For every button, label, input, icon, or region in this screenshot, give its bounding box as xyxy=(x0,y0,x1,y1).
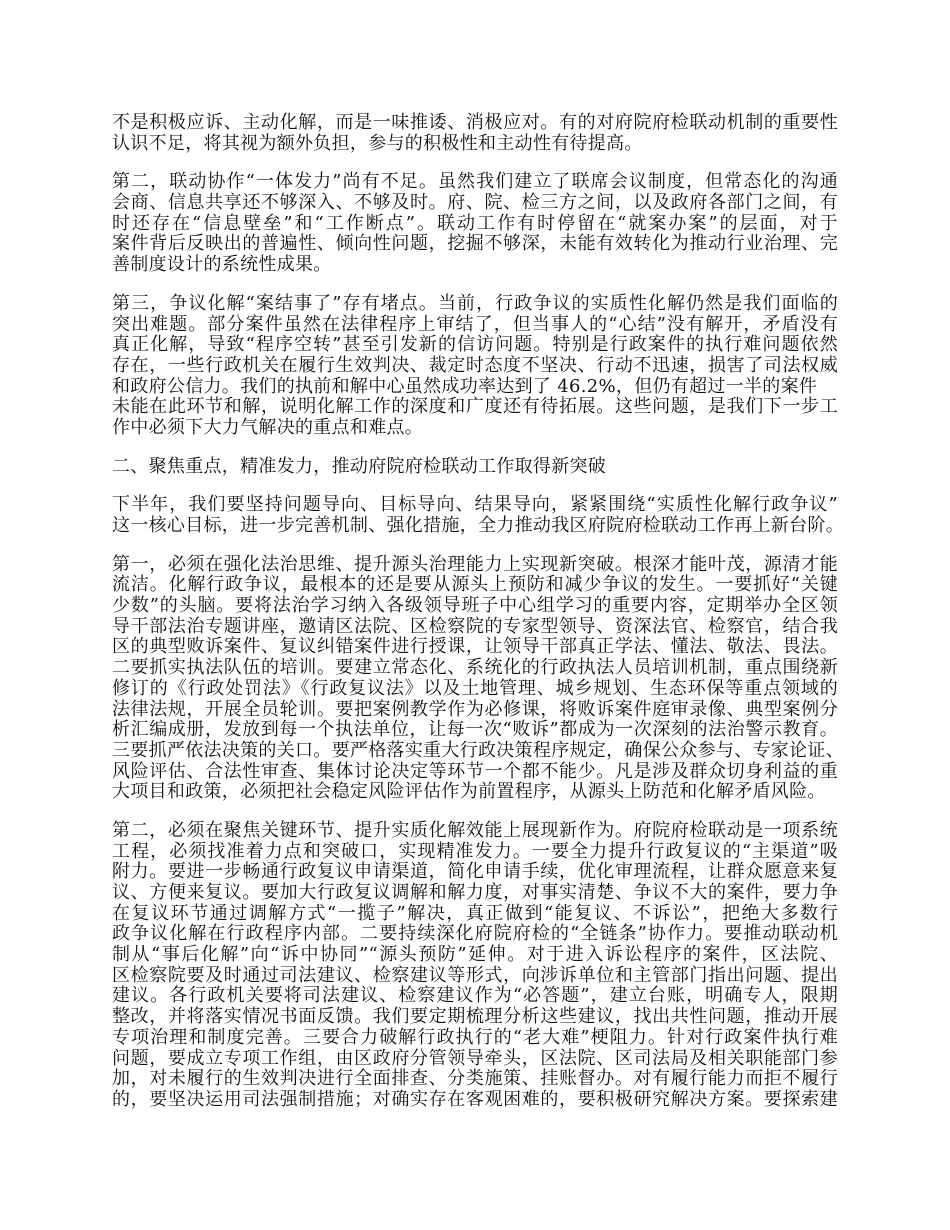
text-line: 会商、信息共享还不够深入、不够及时。府、院、检三方之间，以及政府各部门之间，有 xyxy=(112,192,838,214)
text-line: 少数”的头脑。要将法治学习纳入各级领导班子中心组学习的重要内容，定期举办全区领 xyxy=(112,595,838,617)
text-line: 下半年，我们要坚持问题导向、目标导向、结果导向，紧紧围绕“实质性化解行政争议” xyxy=(112,494,838,516)
section-heading xyxy=(112,457,838,478)
text-line: 第二，联动协作“一体发力”尚有不足。虽然我们建立了联席会议制度，但常态化的沟通 xyxy=(112,171,838,193)
text-line: 整改，并将落实情况书面反馈。我们要定期梳理分析这些建议，找出共性问题，推动开展 xyxy=(112,1006,838,1028)
text-line: 善制度设计的系统性成果。 xyxy=(112,254,332,276)
text-line: 问题，要成立专项工作组，由区政府分管领导牵头，区法院、区司法局及相关职能部门参 xyxy=(112,1047,838,1069)
text-line: 真正化解，导致“程序空转”甚至引发新的信访问题。特别是行政案件的执行难问题依然 xyxy=(112,334,838,356)
text-line: 析汇编成册，发放到每一个执法单位，让每一次“败诉”都成为一次深刻的法治警示教育。 xyxy=(112,719,838,741)
text-line: 政争议化解在行政程序内部。二要持续深化府院府检的“全链条”协作力。要推动联动机 xyxy=(112,923,838,945)
paragraph-3 xyxy=(112,294,838,439)
text-line: 专项治理和制度完善。三要合力破解行政执行的“老大难”梗阻力。针对行政案件执行难 xyxy=(112,1026,838,1048)
text-line: 未能在此环节和解，说明化解工作的深度和广度还有待拓展。这些问题，是我们下一步工 xyxy=(112,396,838,418)
text-line: 制从“事后化解”向“诉中协同”“源头预防”延伸。对于进入诉讼程序的案件，区法院、 xyxy=(112,944,838,966)
text-line: 不是积极应诉、主动化解，而是一味推诿、消极应对。有的对府院府检联动机制的重要性 xyxy=(112,112,838,133)
text-line: 这一核心目标，进一步完善机制、强化措施，全力推动我区府院府检联动工作再上新台阶。 xyxy=(112,515,844,536)
text-line: 议、方便来复议。要加大行政复议调解和解力度，对事实清楚、争议不大的案件，要力争 xyxy=(112,882,838,903)
text-line: 存在，一些行政机关在履行生效判决、裁定时态度不坚决、行动不迅速，损害了司法权威 xyxy=(112,354,838,376)
text-line: 工程，必须找准着力点和突破口，实现精准发力。一要全力提升行政复议的“主渠道”吸 xyxy=(112,840,838,862)
text-line: 案件背后反映出的普遍性、倾向性问题，挖掘不够深，未能有效转化为推动行业治理、完 xyxy=(112,233,838,255)
text-line: 法律法规，开展全员轮训。要把案例教学作为必修课，将败诉案件庭审录像、典型案例分 xyxy=(112,698,838,720)
text-line: 第一，必须在强化法治思维、提升源头治理能力上实现新突破。根深才能叶茂，源清才能 xyxy=(112,553,838,575)
text-line: 第二，必须在聚焦关键环节、提升实质化解效能上展现新作为。府院府检联动是一项系统 xyxy=(112,819,838,841)
text-line: 作中必须下大力气解决的重点和难点。 xyxy=(112,416,424,438)
paragraph-2 xyxy=(112,172,838,275)
text-line: 二要抓实执法队伍的培训。要建立常态化、系统化的行政执法人员培训机制，重点围绕新 xyxy=(112,657,838,679)
text-line: 风险评估、合法性审查、集体讨论决定等环节一个都不能少。凡是涉及群众切身利益的重 xyxy=(112,760,838,782)
text-line: 时还存在“信息壁垒”和“工作断点”。联动工作有时停留在“就案办案”的层面，对于 xyxy=(112,212,838,234)
text-line: 区检察院要及时通过司法建议、检察建议等形式，向涉诉单位和主管部门指出问题、提出 xyxy=(112,964,838,986)
text-line: 第三，争议化解“案结事了”存有堵点。当前，行政争议的实质性化解仍然是我们面临的 xyxy=(112,292,838,314)
text-line: 附力。要进一步畅通行政复议申请渠道，简化申请手续，优化审理流程，让群众愿意来复 xyxy=(112,861,838,883)
paragraph-1 xyxy=(112,113,838,154)
text-line: 导干部法治专题讲座，邀请区法院、区检察院的专家型领导、资深法官、检察官，结合我 xyxy=(112,615,838,637)
text-line: 认识不足，将其视为额外负担，参与的积极性和主动性有待提高。 xyxy=(112,132,643,154)
text-line: 流洁。化解行政争议，最根本的还是要从源头上预防和减少争议的发生。一要抓好“关键 xyxy=(112,574,838,596)
paragraph-6 xyxy=(112,821,838,1111)
paragraph-4 xyxy=(112,494,844,536)
paragraph-5 xyxy=(112,553,844,803)
text-line: 在复议环节通过调解方式“一揽子”解决，真正做到“能复议、不诉讼”，把绝大多数行 xyxy=(112,902,838,924)
text-line: 修订的《行政处罚法》《行政复议法》以及土地管理、城乡规划、生态环保等重点领域的 xyxy=(112,677,838,699)
text-line: 和政府公信力。我们的执前和解中心虽然成功率达到了 46.2%，但仍有超过一半的案件 xyxy=(112,375,818,397)
text-line: 建议。各行政机关要将司法建议、检察建议作为“必答题”，建立台账，明确专人，限期 xyxy=(112,985,838,1007)
text-line: 的，要坚决运用司法强制措施；对确实存在客观困难的，要积极研究解决方案。要探索建 xyxy=(112,1088,838,1110)
text-line: 突出难题。部分案件虽然在法律程序上审结了，但当事人的“心结”没有解开，矛盾没有 xyxy=(112,313,838,335)
text-line: 区的典型败诉案件、复议纠错案件进行授课，让领导干部真正学法、懂法、敬法、畏法。 xyxy=(112,636,838,658)
document-body xyxy=(112,112,844,1129)
text-line: 加，对未履行的生效判决进行全面排查、分类施策、挂账督办。对有履行能力而拒不履行 xyxy=(112,1068,838,1090)
section-heading-text: 二、聚焦重点，精准发力，推动府院府检联动工作取得新突破 xyxy=(112,455,607,477)
text-line: 大项目和政策，必须把社会稳定风险评估作为前置程序，从源头上防范和化解矛盾风险。 xyxy=(112,781,826,803)
text-line: 三要抓严依法决策的关口。要严格落实重大行政决策程序规定，确保公众参与、专家论证、 xyxy=(112,739,844,761)
